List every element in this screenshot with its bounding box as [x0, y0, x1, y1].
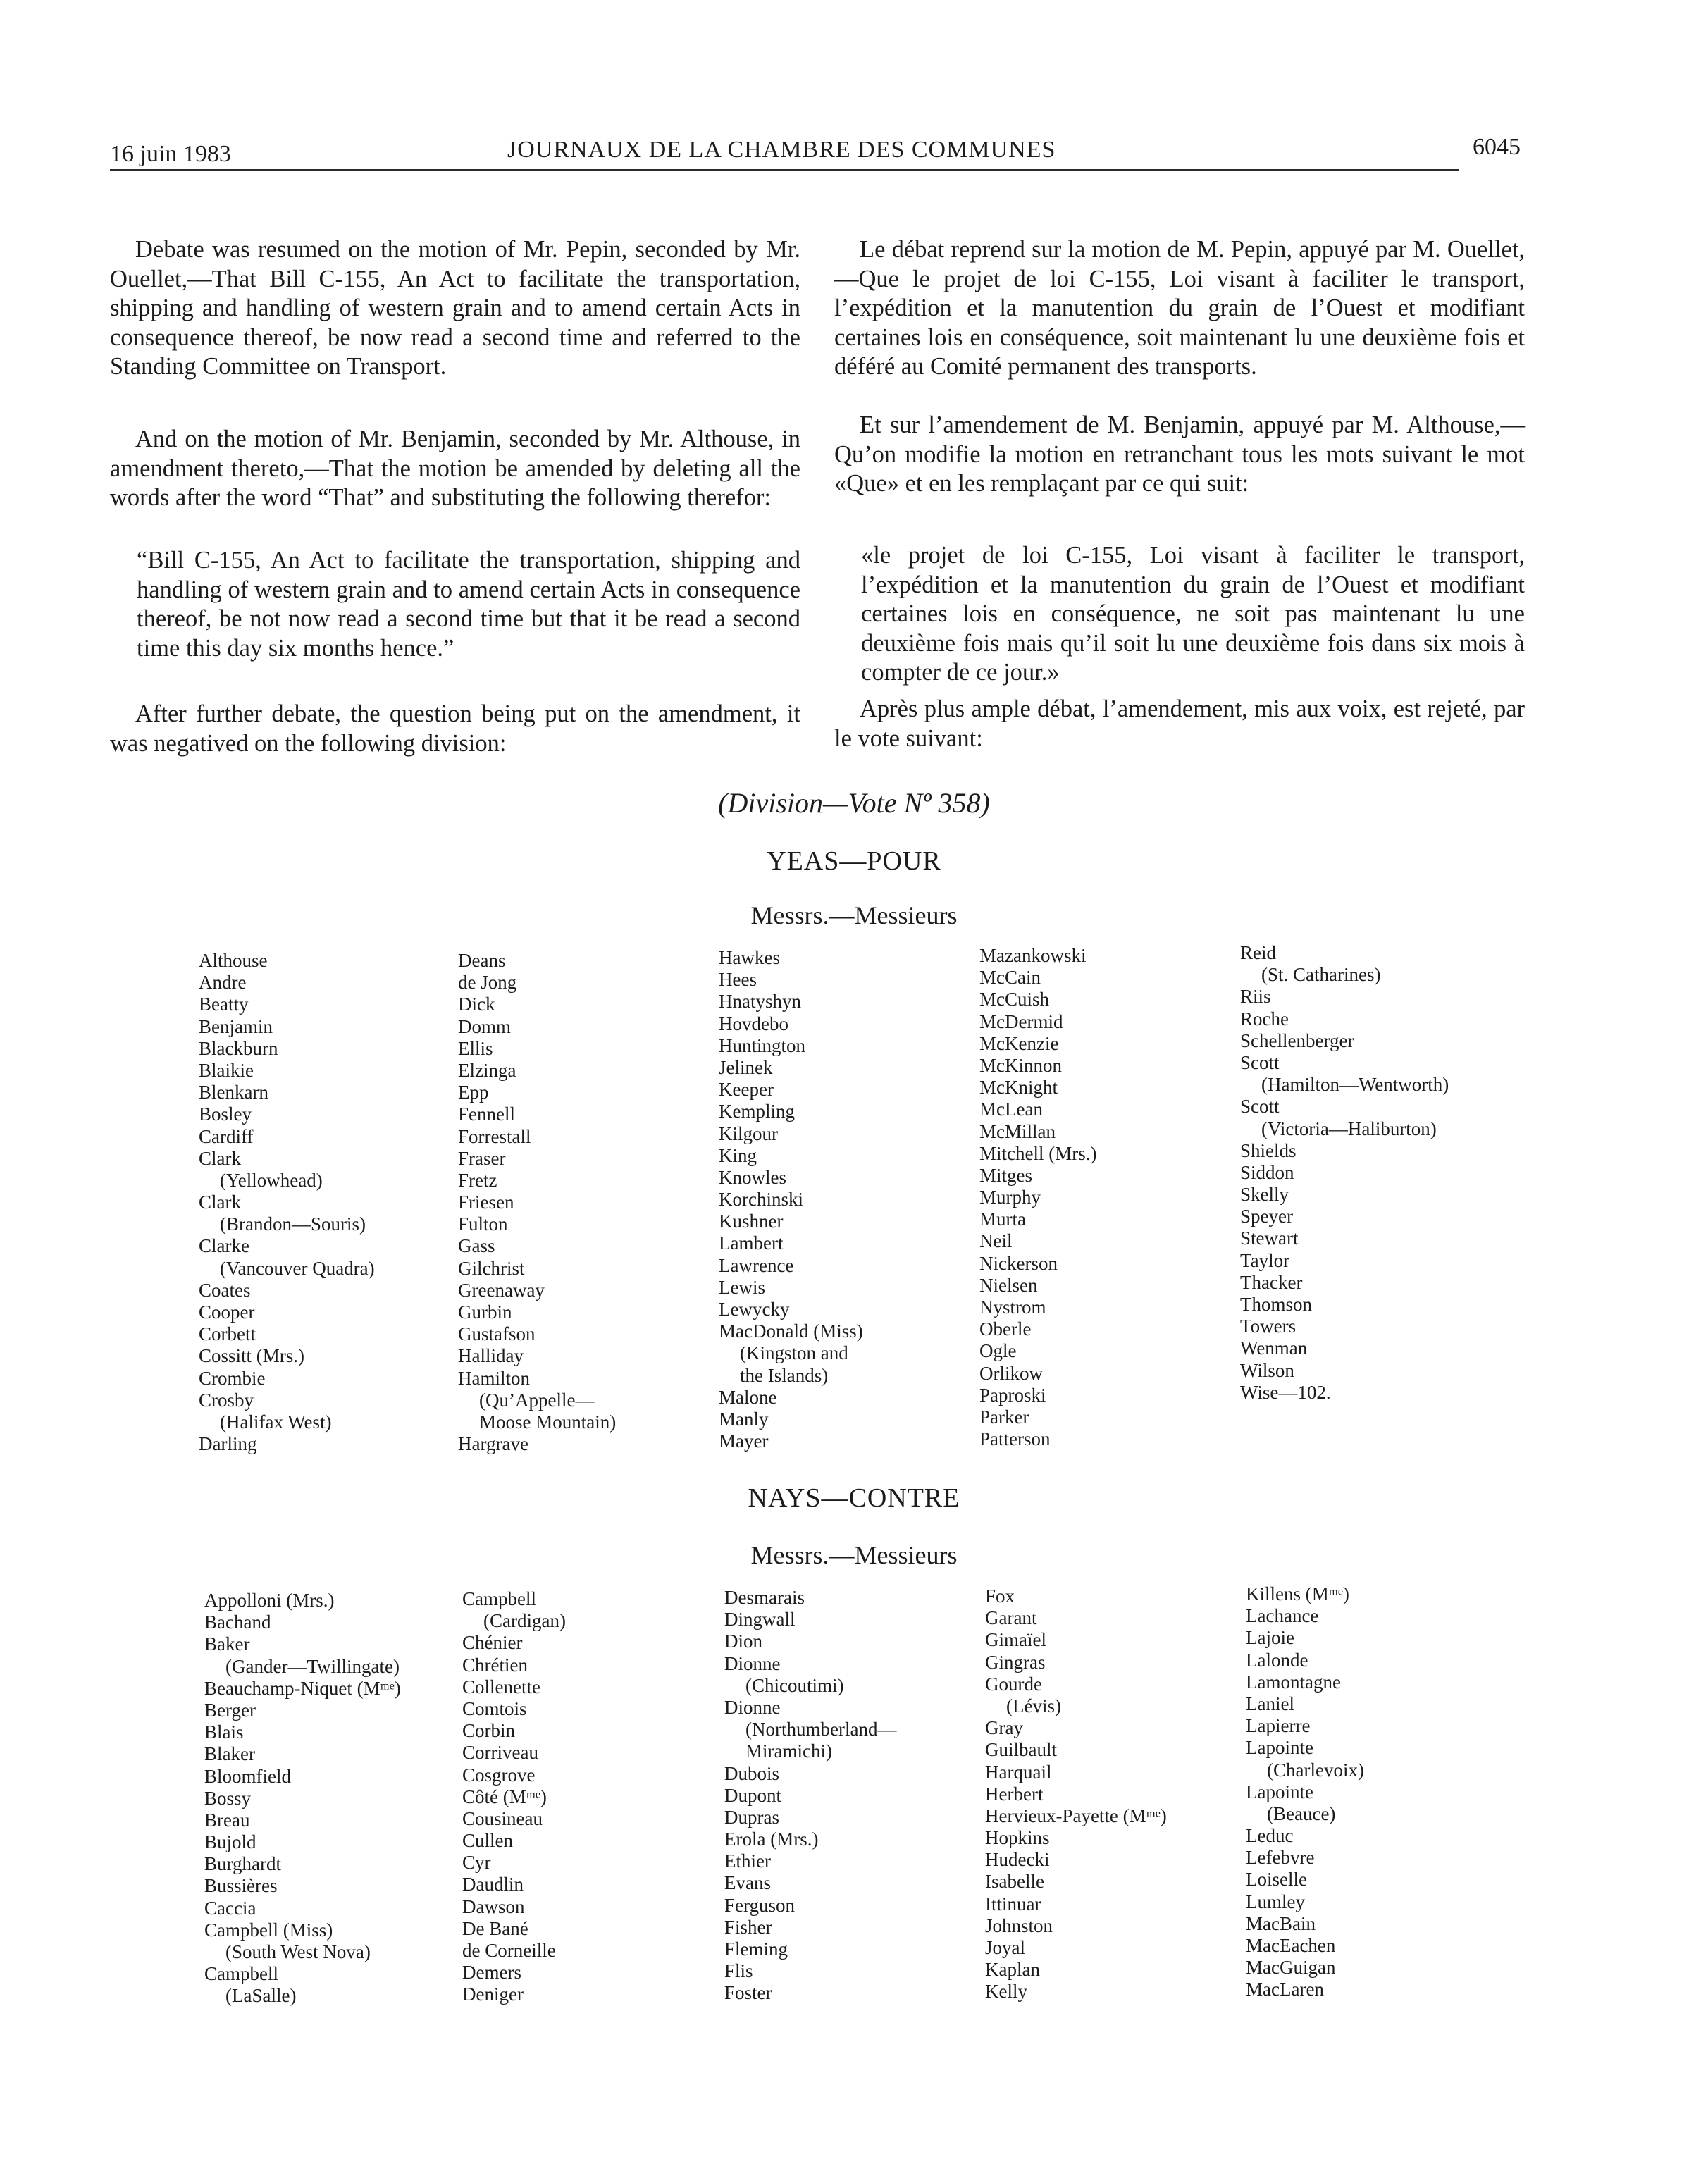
member-name: Lumley: [1246, 1891, 1305, 1912]
member-name: Fleming: [724, 1938, 788, 1960]
yeas-column-4: [979, 945, 1096, 1450]
member-name: Epp: [458, 1082, 489, 1103]
member-name: Corriveau: [462, 1742, 538, 1764]
french-column-2: [834, 411, 1525, 499]
member-name: Kilgour: [719, 1122, 778, 1144]
member-name: Blais: [204, 1721, 244, 1743]
member-name: McCain: [979, 967, 1041, 989]
member-name: Hawkes: [719, 947, 780, 968]
nays-column-2: [462, 1588, 566, 2006]
member-name: Kaplan: [985, 1959, 1040, 1981]
member-name: Greenaway: [458, 1279, 545, 1301]
member-name: De Bané: [462, 1917, 528, 1939]
member-name: Caccia: [204, 1897, 256, 1919]
member-name: Wenman: [1240, 1337, 1308, 1359]
member-name: Speyer: [1240, 1206, 1293, 1227]
member-name: McKenzie: [979, 1032, 1059, 1054]
member-name: Beatty: [199, 994, 249, 1015]
member-name: McLean: [979, 1099, 1043, 1120]
member-name: Gustafson: [458, 1323, 536, 1345]
member-name: (St. Catharines): [1261, 964, 1381, 986]
member-name: Lapointe: [1246, 1737, 1313, 1759]
yeas-column-3: [719, 947, 863, 1452]
member-name: Hopkins: [985, 1827, 1050, 1849]
member-name: Korchinski: [719, 1189, 803, 1211]
member-name: King: [719, 1144, 757, 1166]
member-name: Cousineau: [462, 1807, 543, 1829]
member-name: (LaSalle): [225, 1985, 297, 2007]
yeas-column-2: [458, 950, 616, 1455]
member-name: Oberle: [979, 1318, 1032, 1340]
member-name: Clarke: [199, 1235, 249, 1257]
member-name: Manly: [719, 1408, 769, 1430]
member-name: McMillan: [979, 1120, 1056, 1142]
member-name: Lajoie: [1246, 1627, 1294, 1649]
member-name: Thomson: [1240, 1294, 1313, 1315]
member-name: (Qu’Appelle—: [479, 1389, 595, 1411]
member-name: Lamontagne: [1246, 1671, 1341, 1693]
member-name: Berger: [204, 1699, 256, 1721]
member-name: Miramichi): [745, 1740, 832, 1762]
member-name: (Chicoutimi): [745, 1674, 844, 1696]
member-name: Deniger: [462, 1984, 524, 2005]
member-name: Lalonde: [1246, 1649, 1308, 1671]
member-name: (Kingston and: [740, 1342, 848, 1364]
member-name: Thacker: [1240, 1271, 1303, 1293]
french-column: [834, 235, 1525, 382]
member-name: MacDonald (Miss): [719, 1320, 863, 1342]
member-name: Forrestall: [458, 1125, 531, 1147]
member-name: Campbell: [462, 1588, 536, 1609]
member-name: Wilson: [1240, 1359, 1294, 1381]
member-name: Fennell: [458, 1103, 515, 1125]
member-name: Johnston: [985, 1914, 1053, 1936]
member-name: Jelinek: [719, 1056, 773, 1078]
member-name: Blenkarn: [199, 1082, 268, 1103]
member-name: MacEachen: [1246, 1935, 1336, 1956]
member-name: Towers: [1240, 1316, 1297, 1337]
nays-column-3: [724, 1587, 896, 2005]
member-name: Bloomfield: [204, 1765, 291, 1787]
member-name: Orlikow: [979, 1362, 1043, 1384]
member-name: Elzinga: [458, 1059, 516, 1081]
member-name: Crombie: [199, 1367, 266, 1389]
member-name: (Lévis): [1006, 1695, 1061, 1716]
member-name: Appolloni (Mrs.): [204, 1590, 335, 1611]
member-name: McKinnon: [979, 1054, 1062, 1076]
member-name: Evans: [724, 1872, 771, 1894]
member-name: Harquail: [985, 1761, 1052, 1783]
member-name: Gilchrist: [458, 1257, 525, 1279]
member-name: Shields: [1240, 1139, 1297, 1161]
member-name: Lachance: [1246, 1605, 1319, 1627]
member-name: Murta: [979, 1208, 1026, 1230]
member-name: Burghardt: [204, 1853, 281, 1875]
french-paragraph-3: Après plus ample débat, l’amendement, mis aux voix, est rejeté, par le vote suivant:: [834, 695, 1525, 752]
member-name: Friesen: [458, 1192, 514, 1213]
member-name: (Vancouver Quadra): [220, 1257, 375, 1279]
member-name: (Northumberland—: [745, 1719, 897, 1740]
member-name: Dion: [724, 1631, 762, 1652]
member-name: Siddon: [1240, 1161, 1294, 1183]
member-name: Hudecki: [985, 1849, 1050, 1871]
division-title: (Division—Vote Nº 358): [718, 787, 990, 819]
header-page-number: 6045: [1473, 134, 1521, 160]
member-name: Nielsen: [979, 1274, 1038, 1296]
nays-column-1: [204, 1590, 401, 2008]
member-name: Benjamin: [199, 1015, 273, 1037]
member-name: Guilbault: [985, 1739, 1057, 1761]
member-name: Mayer: [719, 1430, 769, 1452]
member-name: Mitges: [979, 1164, 1033, 1186]
nays-column-5: [1246, 1583, 1364, 2001]
member-name: Killens (Mᵐᵉ): [1246, 1583, 1349, 1604]
member-name: Andre: [199, 972, 247, 994]
member-name: Dupont: [724, 1784, 781, 1806]
member-name: Neil: [979, 1230, 1013, 1252]
member-name: Riis: [1240, 986, 1271, 1008]
member-name: Gourde: [985, 1673, 1042, 1695]
member-name: Lefebvre: [1246, 1847, 1315, 1869]
english-paragraph-3: After further debate, the question being put on the amendment, it was negatived on the following division:: [110, 700, 800, 757]
member-name: Fulton: [458, 1213, 508, 1235]
header-date: 16 juin 1983: [110, 141, 231, 167]
member-name: Dionne: [724, 1696, 781, 1718]
member-name: (Beauce): [1267, 1802, 1336, 1824]
member-name: Skelly: [1240, 1184, 1289, 1206]
member-name: MacBain: [1246, 1912, 1316, 1934]
header-title: JOURNAUX DE LA CHAMBRE DES COMMUNES: [507, 137, 1056, 163]
member-name: Paproski: [979, 1384, 1046, 1406]
member-name: Chrétien: [462, 1654, 528, 1676]
member-name: Hamilton: [458, 1367, 530, 1389]
english-column-4: [110, 700, 800, 758]
yeas-column-5: [1240, 942, 1449, 1404]
member-name: (South West Nova): [225, 1941, 371, 1962]
english-paragraph-1: Debate was resumed on the motion of Mr. Pepin, seconded by Mr. Ouellet,—That Bill C-155, An Act to facilitate the transportation, shipping and handling of western grain and to amend certain Acts in consequence thereof, be now read a second time and referred to the Standing Committee on Transport.: [110, 236, 800, 380]
french-column-3: [834, 541, 1525, 688]
member-name: Leduc: [1246, 1825, 1294, 1847]
member-name: (Victoria—Haliburton): [1261, 1118, 1437, 1139]
member-name: Deans: [458, 950, 506, 971]
member-name: Roche: [1240, 1008, 1289, 1029]
member-name: Bosley: [199, 1103, 252, 1125]
member-name: Reid: [1240, 942, 1276, 963]
member-name: Stewart: [1240, 1227, 1299, 1249]
member-name: Cosgrove: [462, 1764, 536, 1786]
member-name: Dawson: [462, 1895, 525, 1917]
member-name: Dionne: [724, 1652, 781, 1674]
member-name: Blaker: [204, 1743, 255, 1765]
yeas-heading: YEAS—POUR: [767, 846, 941, 876]
member-name: Chénier: [462, 1632, 523, 1654]
member-name: Gass: [458, 1235, 495, 1257]
french-column-4: [834, 695, 1525, 753]
member-name: Gurbin: [458, 1301, 512, 1323]
member-name: Collenette: [462, 1676, 540, 1697]
member-name: Gimaïel: [985, 1629, 1046, 1651]
member-name: Lewis: [719, 1276, 765, 1298]
member-name: Hees: [719, 969, 757, 991]
member-name: Ethier: [724, 1850, 771, 1872]
member-name: Scott: [1240, 1051, 1280, 1073]
nays-column-4: [985, 1585, 1167, 2003]
member-name: Domm: [458, 1015, 512, 1037]
english-column-2: [110, 425, 800, 513]
member-name: Loiselle: [1246, 1869, 1307, 1891]
member-name: Darling: [199, 1433, 257, 1455]
member-name: Cossitt (Mrs.): [199, 1345, 305, 1367]
member-name: Côté (Mᵐᵉ): [462, 1786, 547, 1807]
french-paragraph-1: Le débat reprend sur la motion de M. Pepin, appuyé par M. Ouellet,—Que le projet de loi C-155, Loi visant à faciliter le transport, l’expédition et la manutention du grain de l’Ouest et modifiant certaines lois en conséquence, soit maintenant lu une deuxième fois et déféré au Comité permanent des transports.: [834, 236, 1525, 380]
member-name: (Brandon—Souris): [220, 1213, 366, 1235]
member-name: Coates: [199, 1279, 251, 1301]
member-name: Fretz: [458, 1169, 497, 1191]
member-name: Dick: [458, 994, 495, 1015]
member-name: Kelly: [985, 1981, 1027, 2003]
member-name: Malone: [719, 1386, 777, 1408]
member-name: Fox: [985, 1585, 1015, 1607]
member-name: Breau: [204, 1809, 250, 1831]
member-name: Nickerson: [979, 1252, 1058, 1274]
member-name: Ellis: [458, 1037, 493, 1059]
member-name: Bossy: [204, 1787, 252, 1809]
member-name: Comtois: [462, 1697, 527, 1719]
member-name: (Hamilton—Wentworth): [1261, 1074, 1449, 1096]
member-name: Blaikie: [199, 1059, 254, 1081]
member-name: (Charlevoix): [1267, 1759, 1364, 1781]
member-name: Nystrom: [979, 1297, 1046, 1318]
member-name: Huntington: [719, 1034, 806, 1056]
member-name: Fisher: [724, 1916, 772, 1938]
member-name: Clark: [199, 1147, 241, 1169]
member-name: Bussières: [204, 1875, 278, 1897]
member-name: (Cardigan): [483, 1610, 566, 1632]
member-name: Bujold: [204, 1831, 256, 1853]
member-name: de Corneille: [462, 1940, 556, 1961]
member-name: Moose Mountain): [479, 1411, 617, 1433]
member-name: Cardiff: [199, 1125, 254, 1147]
member-name: Foster: [724, 1982, 772, 2004]
member-name: Crosby: [199, 1389, 254, 1411]
english-paragraph-2: And on the motion of Mr. Benjamin, seconded by Mr. Althouse, in amendment thereto,—That the motion be amended by deleting all the words after the word “That” and substituting the following therefor:: [110, 426, 800, 511]
member-name: Halliday: [458, 1345, 524, 1367]
member-name: Gray: [985, 1717, 1023, 1739]
yeas-messrs: Messrs.—Messieurs: [750, 901, 958, 929]
member-name: Mitchell (Mrs.): [979, 1142, 1097, 1164]
english-quote: “Bill C-155, An Act to facilitate the transportation, shipping and handling of western grain and to amend certain Acts in consequence thereof, be not now read a second time but that it be read a second time this day six months hence.”: [137, 547, 800, 662]
member-name: Joyal: [985, 1937, 1025, 1958]
member-name: Ferguson: [724, 1894, 796, 1916]
member-name: Laniel: [1246, 1693, 1294, 1714]
member-name: Kushner: [719, 1211, 784, 1232]
member-name: Lapointe: [1246, 1781, 1313, 1802]
member-name: Campbell: [204, 1963, 278, 1985]
member-name: Cyr: [462, 1852, 491, 1874]
yeas-column-1: [199, 950, 375, 1455]
english-column: [110, 235, 800, 382]
member-name: Knowles: [719, 1166, 786, 1188]
member-name: Parker: [979, 1406, 1029, 1428]
member-name: Daudlin: [462, 1874, 524, 1895]
member-name: Hovdebo: [719, 1013, 788, 1034]
member-name: de Jong: [458, 972, 517, 994]
header-rule: [110, 169, 1459, 171]
member-name: Hnatyshyn: [719, 991, 801, 1013]
member-name: McKnight: [979, 1077, 1058, 1099]
member-name: the Islands): [740, 1364, 829, 1386]
member-name: Isabelle: [985, 1871, 1044, 1893]
member-name: Herbert: [985, 1783, 1044, 1805]
member-name: Lambert: [719, 1232, 784, 1254]
french-quote: «le projet de loi C-155, Loi visant à faciliter le transport, l’expédition et la manutention du grain de l’Ouest et modifiant certaines lois en conséquence, ne soit pas maintenant lu une deuxième fois mais qu’il soit lu une deuxième fois dans six mois à compter de ce jour.»: [861, 542, 1525, 686]
member-name: Fraser: [458, 1147, 506, 1169]
member-name: Baker: [204, 1633, 250, 1655]
member-name: Patterson: [979, 1428, 1051, 1450]
member-name: Ogle: [979, 1340, 1017, 1362]
member-name: Hervieux-Payette (Mᵐᵉ): [985, 1805, 1167, 1826]
member-name: Dingwall: [724, 1609, 796, 1631]
member-name: Murphy: [979, 1187, 1041, 1208]
member-name: Lewycky: [719, 1299, 790, 1320]
nays-messrs: Messrs.—Messieurs: [750, 1541, 958, 1569]
member-name: Dupras: [724, 1806, 779, 1828]
member-name: Hargrave: [458, 1433, 528, 1455]
member-name: (Gander—Twillingate): [225, 1655, 400, 1677]
member-name: Corbin: [462, 1720, 516, 1742]
member-name: Corbett: [199, 1323, 256, 1345]
member-name: Erola (Mrs.): [724, 1829, 819, 1850]
french-paragraph-2: Et sur l’amendement de M. Benjamin, appuyé par M. Althouse,—Qu’on modifie la motion en retranchant tous les mots suivant le mot «Que» et en les remplaçant par ce qui suit:: [834, 412, 1525, 497]
member-name: MacLaren: [1246, 1979, 1324, 2000]
member-name: (Halifax West): [220, 1411, 332, 1433]
member-name: Mazankowski: [979, 945, 1087, 966]
member-name: Clark: [199, 1192, 241, 1213]
member-name: Taylor: [1240, 1249, 1290, 1271]
member-name: Althouse: [199, 950, 268, 971]
member-name: Demers: [462, 1962, 521, 1984]
member-name: McCuish: [979, 989, 1050, 1010]
member-name: Keeper: [719, 1079, 774, 1101]
member-name: Kempling: [719, 1101, 795, 1122]
member-name: Dubois: [724, 1762, 780, 1784]
member-name: MacGuigan: [1246, 1957, 1336, 1979]
member-name: (Yellowhead): [220, 1169, 323, 1191]
member-name: Scott: [1240, 1096, 1280, 1118]
member-name: Cullen: [462, 1830, 513, 1852]
member-name: Lapierre: [1246, 1715, 1311, 1737]
member-name: Wise—102.: [1240, 1381, 1331, 1403]
member-name: McDermid: [979, 1010, 1063, 1032]
member-name: Ittinuar: [985, 1893, 1041, 1914]
member-name: Schellenberger: [1240, 1029, 1354, 1051]
member-name: Beauchamp-Niquet (Mᵐᵉ): [204, 1677, 401, 1699]
member-name: Blackburn: [199, 1037, 278, 1059]
member-name: Garant: [985, 1607, 1037, 1629]
member-name: Flis: [724, 1960, 753, 1982]
nays-heading: NAYS—CONTRE: [748, 1483, 960, 1513]
member-name: Lawrence: [719, 1254, 794, 1276]
member-name: Cooper: [199, 1301, 255, 1323]
member-name: Bachand: [204, 1611, 271, 1633]
member-name: Desmarais: [724, 1587, 805, 1608]
english-column-3: [110, 546, 800, 663]
member-name: Campbell (Miss): [204, 1919, 333, 1941]
member-name: Gingras: [985, 1651, 1046, 1673]
